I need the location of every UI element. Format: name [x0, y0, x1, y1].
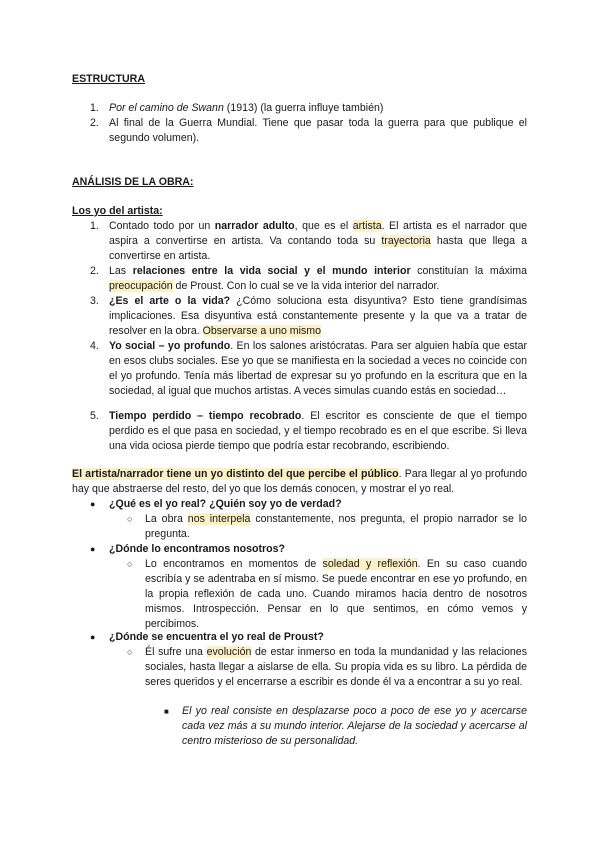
list-number: 1. [90, 102, 99, 114]
list-item: ¿Es el arte o la vida? ¿Cómo soluciona esta disyuntiva? Esto tiene grandísimas implicaciones. Esa disyuntiva está constantemente presente y la que va a tratar de resolver en la obra. Observarse a uno mismo [109, 295, 527, 337]
bullet-question: ¿Dónde lo encontramos nosotros? [109, 543, 285, 555]
list-item: Contado todo por un narrador adulto, que es el artista. El artista es el narrador que aspira a convertirse en artista. Va contando toda su trayectoria hasta que llega a convertirse en artista. [109, 220, 527, 262]
bullet-icon: ● [90, 632, 96, 642]
list-item: Al final de la Guerra Mundial. Tiene que pasar toda la guerra para que publique el segundo volumen). [109, 117, 527, 144]
paragraph-artista: El artista/narrador tiene un yo distinto del que percibe el público. Para llegar al yo profundo hay que abstraerse del resto, del yo que los demás conocen, y mostrar el yo real. [72, 468, 527, 495]
circle-bullet-icon: ○ [127, 647, 133, 657]
list-number: 3. [90, 295, 99, 307]
circle-bullet-icon: ○ [127, 559, 133, 569]
list-number: 1. [90, 220, 99, 232]
list-number: 2. [90, 265, 99, 277]
list-item: Yo social – yo profundo. En los salones aristócratas. Para ser alguien había que estar en esos clubs sociales. Ese yo que se manifiesta en la sociedad a veces no coincide con el yo profundo. Tenía más libertad de expresar su yo profundo en la escritura que en la sociedad, al igual que muchos artistas. A veces simulas cuando estás en sociedad… [109, 340, 527, 397]
bullet-icon: ● [90, 544, 96, 554]
section-heading-analisis: ANÁLISIS DE LA OBRA: [72, 176, 194, 188]
sub-bullet-text: La obra nos interpela constantemente, nos pregunta, el propio narrador se lo pregunta. [145, 513, 527, 540]
square-bullet-icon: ■ [164, 707, 169, 716]
sub-sub-bullet-text: El yo real consiste en desplazarse poco a poco de ese yo y acercarse cada vez más a su mundo interior. Alejarse de la sociedad y acercarse al centro misterioso de su personalidad. [182, 705, 527, 747]
circle-bullet-icon: ○ [127, 514, 133, 524]
list-item: Las relaciones entre la vida social y el mundo interior constituían la máxima preocupación de Proust. Con lo cual se ve la vida interior del narrador. [109, 265, 527, 292]
list-item: Tiempo perdido – tiempo recobrado. El escritor es consciente de que el tiempo perdido es el que pasa en sociedad, y el tiempo recobrado es en el que escribe. Si lleva una vida ociosa pierde tiempo que podría estar recobrando, escribiendo. [109, 410, 528, 452]
bullet-icon: ● [90, 499, 96, 509]
sub-bullet-text: Él sufre una evolución de estar inmerso en toda la mundanidad y las relaciones sociales, hasta llegar a aislarse de ella. Su propia vida es su libro. La pérdida de seres queridos y el encerrarse a escribir es donde él va a encontrar a su yo real. [145, 646, 527, 688]
bullet-question: ¿Dónde se encuentra el yo real de Proust? [109, 631, 324, 643]
list-number: 5. [90, 410, 99, 422]
section-heading-estructura: ESTRUCTURA [72, 73, 145, 85]
list-number: 4. [90, 340, 99, 352]
subheading-yo-artista: Los yo del artista: [72, 205, 163, 217]
list-item: Por el camino de Swann (1913) (la guerra influye también) [109, 102, 384, 114]
bullet-question: ¿Qué es el yo real? ¿Quién soy yo de verdad? [109, 498, 342, 510]
list-number: 2. [90, 117, 99, 129]
sub-bullet-text: Lo encontramos en momentos de soledad y reflexión. En su caso cuando escribía y se adentraba en sí mismo. Se puede encontrar en ese yo profundo, en la propia reflexión de cada uno. Cuando miramos hacia dentro de nosotros mismos. Introspección. Pensar en lo que sentimos, en cómo vemos y percibimos. [145, 558, 528, 630]
